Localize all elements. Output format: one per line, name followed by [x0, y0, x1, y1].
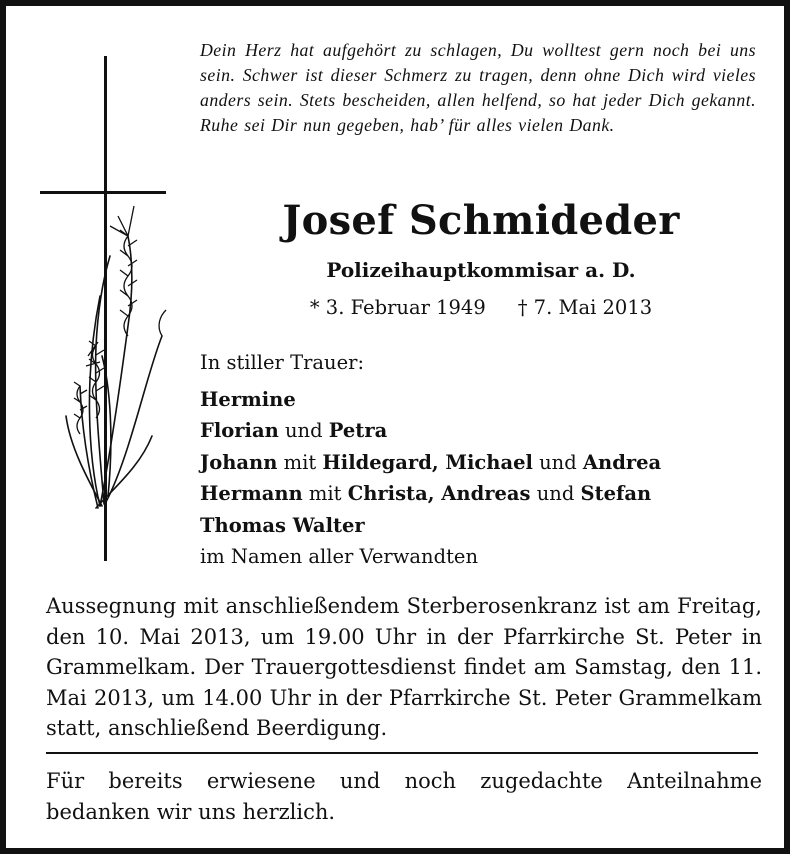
- memorial-poem: Dein Herz hat aufgehört zu schlagen, Du wolltest gern noch bei uns sein. Schwer ist dieser Schmerz zu tragen, denn ohne Dich wird vieles anders sein. Stets bescheiden, allen helfend, so hat jeder Dich gekannt. Ruhe sei Dir nun gegeben, hab’ für alles vielen Dank.: [200, 40, 756, 135]
- connector-text: und: [278, 419, 329, 442]
- mourner-name: Johann: [200, 450, 278, 474]
- mourner-line: [200, 384, 766, 416]
- mourners-heading: In stiller Trauer:: [200, 351, 365, 374]
- service-details: Aussegnung mit anschließendem Sterberosenkranz ist am Freitag, den 10. Mai 2013, um 19.00 Uhr in der Pfarrkirche St. Peter in Grammelkam. Der Trauergottesdienst findet am Samstag, den 11. Mai 2013, um 14.00 Uhr in der Pfarrkirche St. Peter Grammelkam statt, anschließend Beerdigung.: [46, 594, 762, 741]
- mourner-name: Thomas Walter: [200, 513, 365, 537]
- mourner-name: Stefan: [580, 482, 652, 505]
- connector-text: mit: [277, 450, 323, 474]
- connector-text: mit: [302, 482, 348, 505]
- divider: [46, 752, 758, 754]
- relatives-text: im Namen aller Verwandten: [200, 545, 479, 568]
- deceased-title: Polizeihauptkommisar a. D.: [326, 258, 636, 282]
- connector-text: und: [530, 482, 581, 505]
- mourner-line: [200, 510, 766, 542]
- deceased-name: Josef Schmideder: [282, 197, 680, 244]
- mourner-name: Hildegard, Michael: [322, 450, 533, 474]
- mourner-line: [200, 415, 766, 447]
- mourner-line: [200, 447, 766, 479]
- thanks-note: Für bereits erwiesene und noch zugedachte Anteilnahme bedanken wir uns herzlich.: [46, 769, 762, 824]
- mourner-line: [200, 478, 766, 510]
- mourner-name: Florian: [200, 419, 279, 442]
- cross-with-wheat-icon: [40, 56, 176, 566]
- mourner-name: Christa, Andreas: [347, 482, 531, 505]
- mourner-name: Andrea: [582, 450, 662, 474]
- death-date: † 7. Mai 2013: [517, 296, 653, 319]
- relatives-line: [200, 541, 766, 573]
- connector-text: und: [532, 450, 583, 474]
- mourners-list: [200, 347, 766, 573]
- life-dates: [196, 293, 766, 323]
- mourner-name: Hermine: [200, 387, 296, 411]
- mourner-name: Petra: [328, 419, 388, 442]
- birth-date: * 3. Februar 1949: [309, 296, 486, 319]
- mourner-name: Hermann: [200, 482, 303, 505]
